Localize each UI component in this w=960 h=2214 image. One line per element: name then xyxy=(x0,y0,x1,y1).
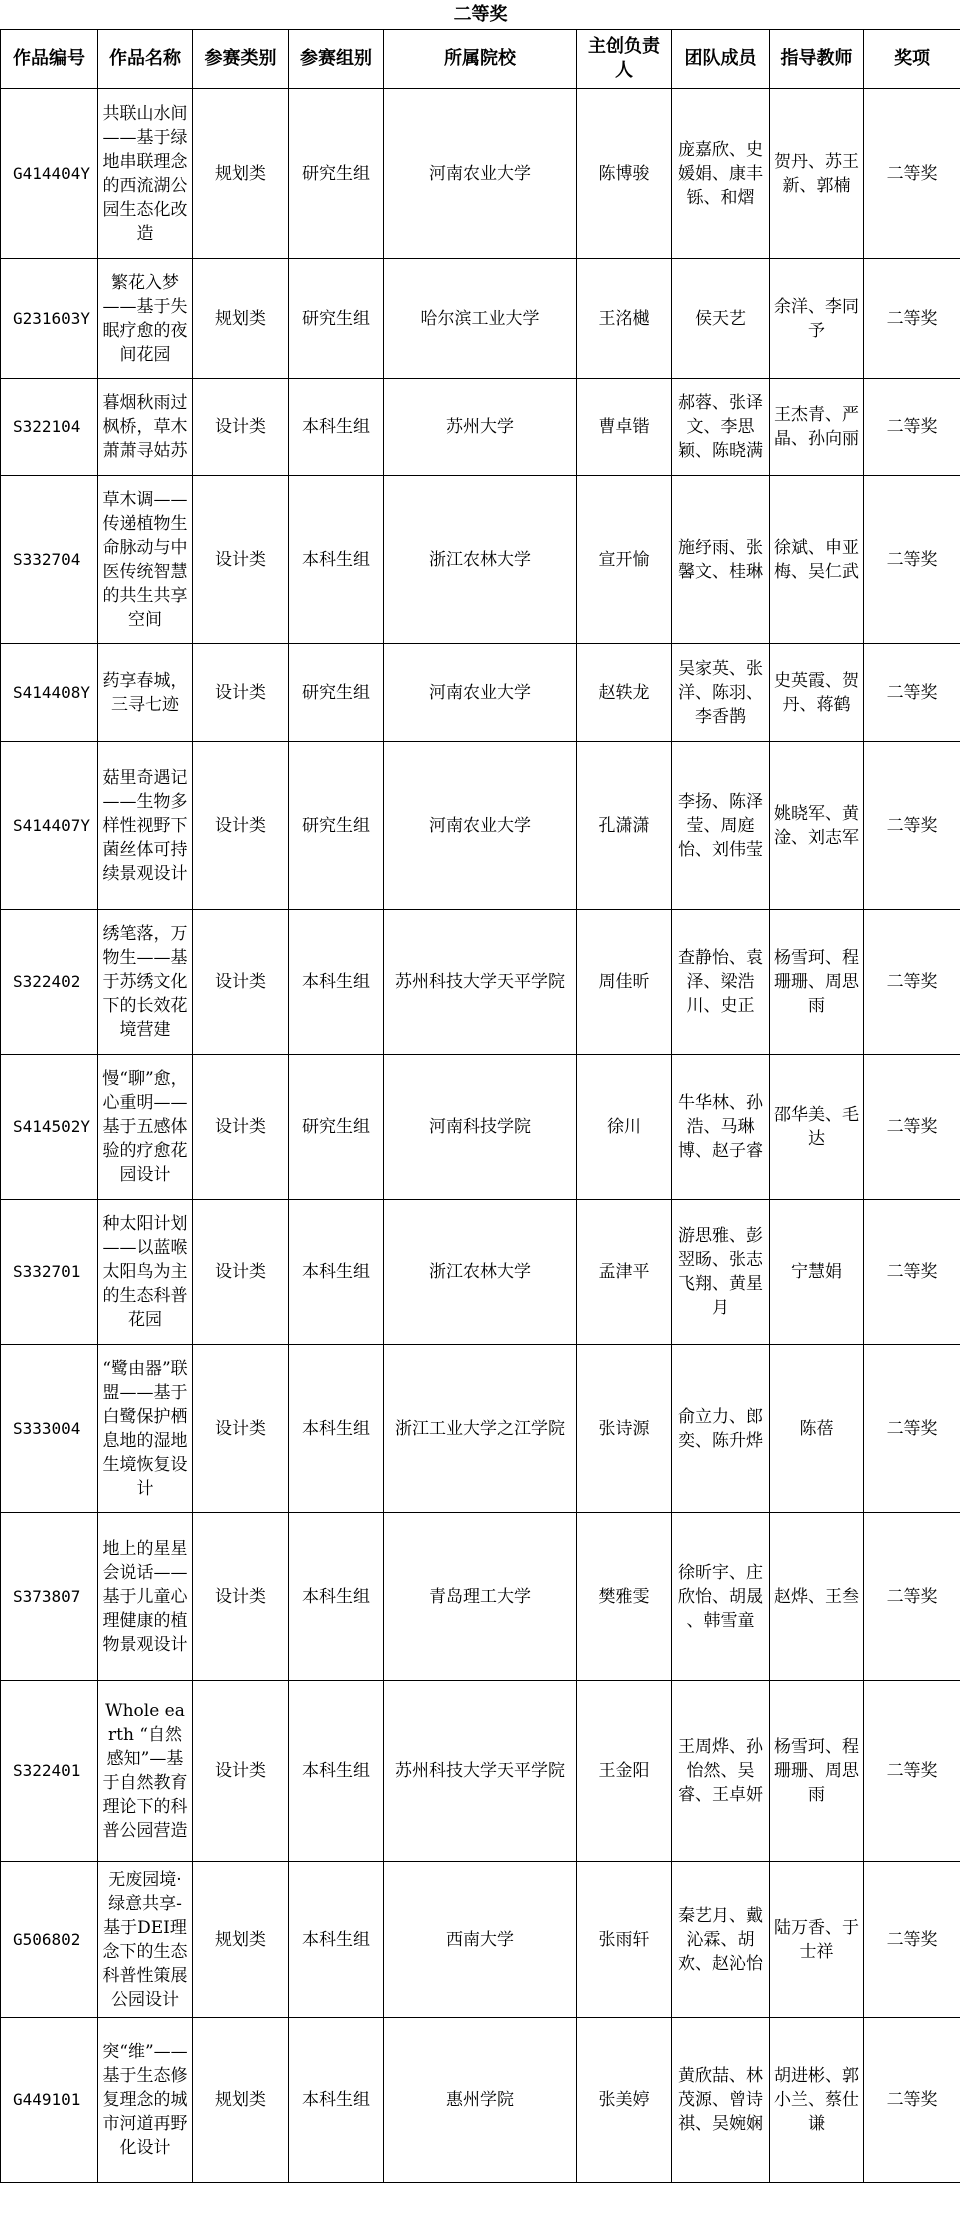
cell-school: 河南科技学院 xyxy=(384,1055,577,1200)
cell-name: 共联山水间——基于绿地串联理念的西流湖公园生态化改造 xyxy=(98,89,193,259)
cell-group: 本科生组 xyxy=(289,1200,384,1345)
cell-award: 二等奖 xyxy=(864,1200,960,1345)
cell-id: S322402 xyxy=(1,910,98,1055)
cell-award: 二等奖 xyxy=(864,742,960,910)
cell-lead: 张雨轩 xyxy=(577,1862,672,2018)
cell-category: 规划类 xyxy=(193,1862,289,2018)
cell-lead: 宣开愉 xyxy=(577,476,672,644)
cell-group: 研究生组 xyxy=(289,89,384,259)
cell-members: 王周烨、孙怡然、吴睿、王卓妍 xyxy=(672,1681,770,1862)
cell-lead: 周佳昕 xyxy=(577,910,672,1055)
header-id: 作品编号 xyxy=(1,30,98,89)
table-row xyxy=(1,1200,960,1345)
cell-school: 苏州科技大学天平学院 xyxy=(384,1681,577,1862)
cell-id: G414404Y xyxy=(1,89,98,259)
cell-school: 惠州学院 xyxy=(384,2018,577,2183)
cell-name: 慢“聊”愈，心重明——基于五感体验的疗愈花园设计 xyxy=(98,1055,193,1200)
cell-award: 二等奖 xyxy=(864,1055,960,1200)
cell-id: S332704 xyxy=(1,476,98,644)
header-award: 奖项 xyxy=(864,30,960,89)
table-row xyxy=(1,644,960,742)
cell-school: 浙江农林大学 xyxy=(384,1200,577,1345)
cell-advisors: 史英霞、贺丹、蒋鹤 xyxy=(770,644,864,742)
cell-id: S322104 xyxy=(1,379,98,476)
cell-members: 黄欣喆、林茂源、曾诗祺、吴婉娴 xyxy=(672,2018,770,2183)
cell-name: 草木调——传递植物生命脉动与中医传统智慧的共生共享空间 xyxy=(98,476,193,644)
cell-award: 二等奖 xyxy=(864,1345,960,1513)
cell-advisors: 陆万香、于士祥 xyxy=(770,1862,864,2018)
cell-id: S414408Y xyxy=(1,644,98,742)
cell-advisors: 杨雪珂、程珊珊、周思雨 xyxy=(770,910,864,1055)
cell-group: 本科生组 xyxy=(289,2018,384,2183)
table-row xyxy=(1,1681,960,1862)
cell-advisors: 胡进彬、郭小兰、蔡仕谦 xyxy=(770,2018,864,2183)
header-advisors: 指导教师 xyxy=(770,30,864,89)
cell-award: 二等奖 xyxy=(864,1862,960,2018)
cell-category: 设计类 xyxy=(193,1681,289,1862)
cell-lead: 赵轶龙 xyxy=(577,644,672,742)
cell-category: 设计类 xyxy=(193,379,289,476)
cell-advisors: 杨雪珂、程珊珊、周思雨 xyxy=(770,1681,864,1862)
cell-advisors: 王杰青、严晶、孙向丽 xyxy=(770,379,864,476)
cell-school: 河南农业大学 xyxy=(384,742,577,910)
cell-category: 设计类 xyxy=(193,910,289,1055)
cell-award: 二等奖 xyxy=(864,644,960,742)
table-row xyxy=(1,259,960,379)
header-group: 参赛组别 xyxy=(289,30,384,89)
cell-school: 河南农业大学 xyxy=(384,89,577,259)
table-row xyxy=(1,89,960,259)
cell-name: 突“维”——基于生态修复理念的城市河道再野化设计 xyxy=(98,2018,193,2183)
cell-advisors: 贺丹、苏王新、郭楠 xyxy=(770,89,864,259)
table-row xyxy=(1,1862,960,2018)
cell-award: 二等奖 xyxy=(864,379,960,476)
cell-school: 浙江农林大学 xyxy=(384,476,577,644)
table-row xyxy=(1,379,960,476)
cell-group: 研究生组 xyxy=(289,742,384,910)
cell-category: 设计类 xyxy=(193,1513,289,1681)
table-row xyxy=(1,2018,960,2183)
cell-name: 繁花入梦——基于失眠疗愈的夜间花园 xyxy=(98,259,193,379)
cell-members: 吴家英、张洋、陈羽、李香鹊 xyxy=(672,644,770,742)
cell-school: 苏州科技大学天平学院 xyxy=(384,910,577,1055)
cell-group: 本科生组 xyxy=(289,1862,384,2018)
cell-group: 本科生组 xyxy=(289,1345,384,1513)
cell-category: 设计类 xyxy=(193,1200,289,1345)
header-school: 所属院校 xyxy=(384,30,577,89)
cell-members: 施纾雨、张馨文、桂琳 xyxy=(672,476,770,644)
cell-name: “鹭由器”联盟——基于白鹭保护栖息地的湿地生境恢复设计 xyxy=(98,1345,193,1513)
cell-name: 绣笔落，万物生——基于苏绣文化下的长效花境营建 xyxy=(98,910,193,1055)
cell-group: 研究生组 xyxy=(289,1055,384,1200)
cell-members: 徐昕宇、庄欣怡、胡晟 、韩雪童 xyxy=(672,1513,770,1681)
cell-advisors: 赵烨、王叁 xyxy=(770,1513,864,1681)
cell-lead: 曹卓锴 xyxy=(577,379,672,476)
cell-category: 规划类 xyxy=(193,2018,289,2183)
cell-advisors: 邵华美、毛达 xyxy=(770,1055,864,1200)
cell-category: 设计类 xyxy=(193,476,289,644)
cell-advisors: 余洋、李同予 xyxy=(770,259,864,379)
cell-group: 本科生组 xyxy=(289,910,384,1055)
cell-group: 本科生组 xyxy=(289,1681,384,1862)
cell-id: S322401 xyxy=(1,1681,98,1862)
table-row xyxy=(1,1345,960,1513)
cell-award: 二等奖 xyxy=(864,910,960,1055)
cell-lead: 王洺樾 xyxy=(577,259,672,379)
cell-advisors: 宁慧娟 xyxy=(770,1200,864,1345)
cell-school: 哈尔滨工业大学 xyxy=(384,259,577,379)
cell-lead: 樊雅雯 xyxy=(577,1513,672,1681)
cell-id: S414502Y xyxy=(1,1055,98,1200)
cell-award: 二等奖 xyxy=(864,89,960,259)
cell-award: 二等奖 xyxy=(864,259,960,379)
cell-id: S414407Y xyxy=(1,742,98,910)
cell-group: 本科生组 xyxy=(289,379,384,476)
header-name: 作品名称 xyxy=(98,30,193,89)
table-row xyxy=(1,910,960,1055)
cell-id: S373807 xyxy=(1,1513,98,1681)
cell-lead: 陈博骏 xyxy=(577,89,672,259)
cell-members: 牛华林、孙浩、马琳博、赵子睿 xyxy=(672,1055,770,1200)
cell-category: 规划类 xyxy=(193,89,289,259)
cell-group: 本科生组 xyxy=(289,1513,384,1681)
cell-members: 查静怡、袁泽、梁浩川、史正 xyxy=(672,910,770,1055)
table-title: 二等奖 xyxy=(1,0,960,30)
table-row xyxy=(1,742,960,910)
cell-id: S333004 xyxy=(1,1345,98,1513)
cell-category: 规划类 xyxy=(193,259,289,379)
cell-group: 本科生组 xyxy=(289,476,384,644)
cell-award: 二等奖 xyxy=(864,1513,960,1681)
cell-lead: 孟津平 xyxy=(577,1200,672,1345)
cell-advisors: 陈蓓 xyxy=(770,1345,864,1513)
cell-school: 浙江工业大学之江学院 xyxy=(384,1345,577,1513)
cell-advisors: 姚晓军、黄淦、刘志军 xyxy=(770,742,864,910)
cell-name: 无废园境·绿意共享-基于DEI理念下的生态科普性策展公园设计 xyxy=(98,1862,193,2018)
cell-lead: 张美婷 xyxy=(577,2018,672,2183)
cell-school: 青岛理工大学 xyxy=(384,1513,577,1681)
table-row xyxy=(1,1055,960,1200)
table-row xyxy=(1,1513,960,1681)
cell-award: 二等奖 xyxy=(864,2018,960,2183)
cell-category: 设计类 xyxy=(193,742,289,910)
header-lead: 主创负责人 xyxy=(577,30,672,89)
cell-name: 种太阳计划——以蓝喉太阳鸟为主的生态科普花园 xyxy=(98,1200,193,1345)
cell-members: 俞立力、郎奕、陈升烨 xyxy=(672,1345,770,1513)
cell-name: Whole earth “自然感知”—基于自然教育理论下的科普公园营造 xyxy=(98,1681,193,1862)
cell-lead: 孔潇潇 xyxy=(577,742,672,910)
cell-name: 菇里奇遇记——生物多样性视野下菌丝体可持续景观设计 xyxy=(98,742,193,910)
cell-id: G506802 xyxy=(1,1862,98,2018)
cell-school: 西南大学 xyxy=(384,1862,577,2018)
cell-members: 庞嘉欣、史媛娟、康丰铄、和熠 xyxy=(672,89,770,259)
cell-lead: 徐川 xyxy=(577,1055,672,1200)
cell-members: 侯天艺 xyxy=(672,259,770,379)
cell-group: 研究生组 xyxy=(289,644,384,742)
header-members: 团队成员 xyxy=(672,30,770,89)
header-category: 参赛类别 xyxy=(193,30,289,89)
cell-category: 设计类 xyxy=(193,1345,289,1513)
cell-category: 设计类 xyxy=(193,644,289,742)
cell-award: 二等奖 xyxy=(864,476,960,644)
cell-id: G231603Y xyxy=(1,259,98,379)
cell-name: 暮烟秋雨过枫桥，草木萧萧寻姑苏 xyxy=(98,379,193,476)
cell-lead: 张诗源 xyxy=(577,1345,672,1513)
cell-members: 游思雅、彭翌旸、张志飞翔、黄星月 xyxy=(672,1200,770,1345)
cell-members: 郝蓉、张译文、李思颖、陈晓满 xyxy=(672,379,770,476)
cell-award: 二等奖 xyxy=(864,1681,960,1862)
table-row xyxy=(1,476,960,644)
cell-group: 研究生组 xyxy=(289,259,384,379)
cell-id: G449101 xyxy=(1,2018,98,2183)
cell-school: 苏州大学 xyxy=(384,379,577,476)
cell-advisors: 徐斌、申亚梅、吴仁武 xyxy=(770,476,864,644)
cell-name: 地上的星星会说话——基于儿童心理健康的植物景观设计 xyxy=(98,1513,193,1681)
cell-id: S332701 xyxy=(1,1200,98,1345)
cell-name: 药享春城，三寻七迹 xyxy=(98,644,193,742)
cell-members: 秦艺月、戴沁霖、胡欢、赵沁怡 xyxy=(672,1862,770,2018)
cell-school: 河南农业大学 xyxy=(384,644,577,742)
cell-lead: 王金阳 xyxy=(577,1681,672,1862)
cell-category: 设计类 xyxy=(193,1055,289,1200)
cell-members: 李扬、陈泽莹、周庭怡、刘伟莹 xyxy=(672,742,770,910)
